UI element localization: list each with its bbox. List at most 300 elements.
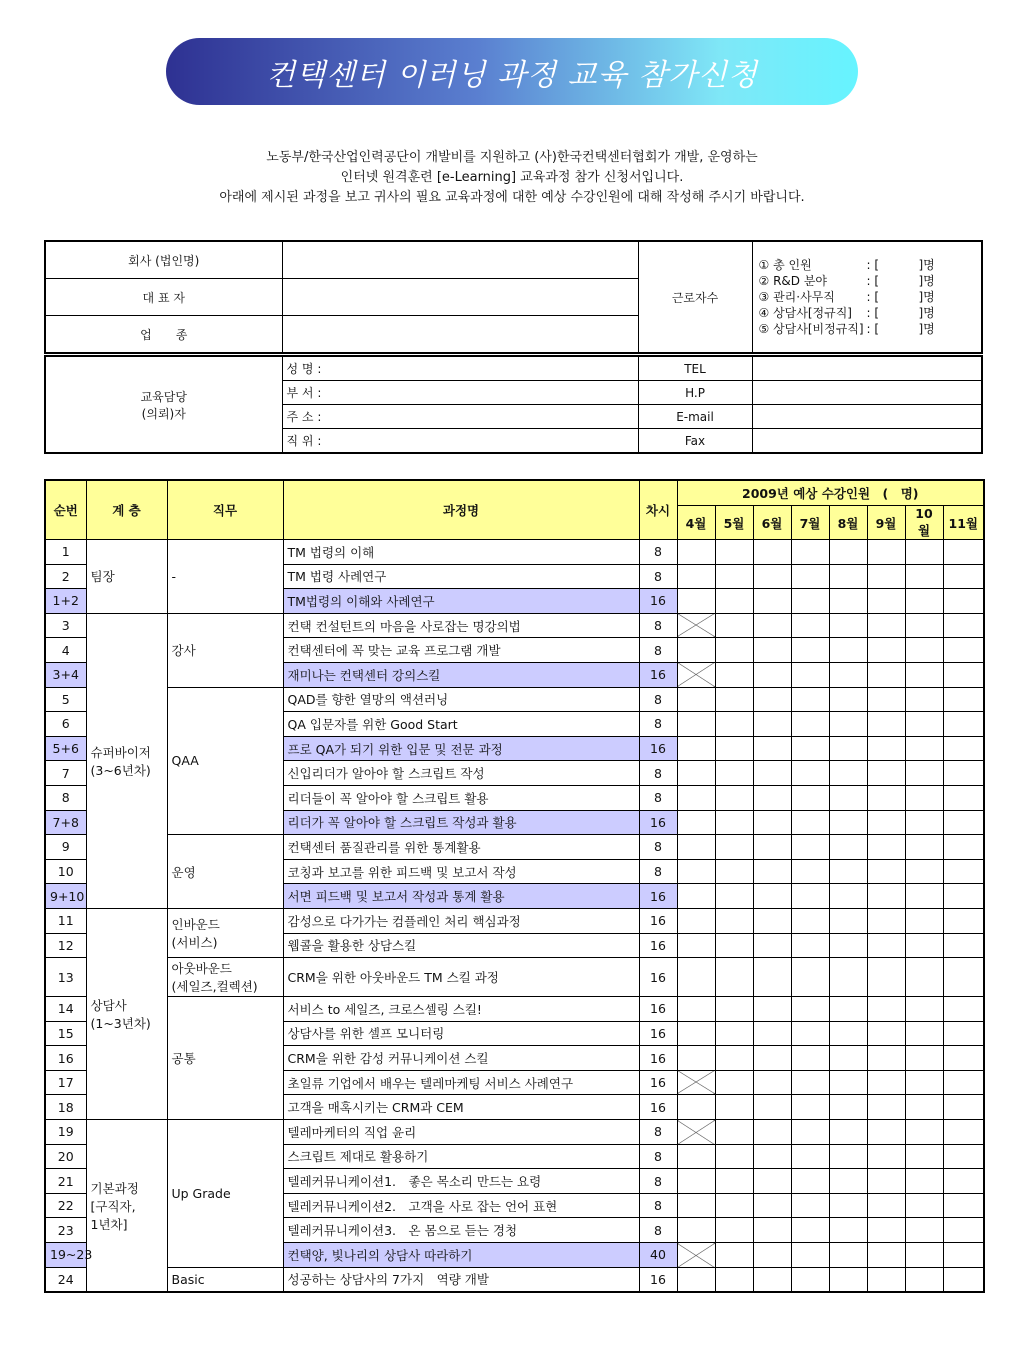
header-month: 6월: [753, 506, 791, 540]
forecast-cell[interactable]: [867, 564, 905, 589]
forecast-cell[interactable]: [943, 1243, 984, 1268]
page-title: 컨택센터 이러닝 과정 교육 참가신청: [266, 57, 758, 93]
forecast-cell[interactable]: [943, 613, 984, 638]
forecast-cell[interactable]: [943, 958, 984, 997]
forecast-cell[interactable]: [753, 997, 791, 1022]
forecast-cell[interactable]: [791, 540, 829, 565]
header-no: 순번: [45, 480, 86, 540]
forecast-cell[interactable]: [943, 785, 984, 810]
forecast-cell[interactable]: [791, 564, 829, 589]
workers-row-agent-temp[interactable]: ⑤ 상담사[비정규직] : [ ]명: [758, 322, 935, 336]
forecast-cell[interactable]: [905, 638, 943, 663]
forecast-cell[interactable]: [677, 564, 715, 589]
forecast-cell[interactable]: [829, 958, 867, 997]
forecast-cell[interactable]: [829, 1267, 867, 1292]
forecast-cell[interactable]: [791, 712, 829, 737]
forecast-cell[interactable]: [715, 1144, 753, 1169]
forecast-cell[interactable]: [905, 662, 943, 687]
forecast-cell[interactable]: [715, 712, 753, 737]
forecast-cell[interactable]: [867, 785, 905, 810]
forecast-cell[interactable]: [715, 1243, 753, 1268]
forecast-cell[interactable]: [943, 1070, 984, 1095]
forecast-cell[interactable]: [753, 1046, 791, 1071]
forecast-cell[interactable]: [753, 933, 791, 958]
forecast-cell[interactable]: [943, 540, 984, 565]
forecast-cell[interactable]: [753, 638, 791, 663]
forecast-cell[interactable]: [905, 908, 943, 933]
course-name: TM법령의 이해와 사례연구: [283, 589, 639, 614]
forecast-cell[interactable]: [943, 1046, 984, 1071]
forecast-cell[interactable]: [677, 810, 715, 835]
duty-cell: [167, 958, 283, 997]
forecast-cell[interactable]: [943, 908, 984, 933]
fax-field[interactable]: [752, 429, 982, 454]
forecast-cell[interactable]: [791, 958, 829, 997]
forecast-cell[interactable]: [791, 785, 829, 810]
forecast-cell[interactable]: [829, 835, 867, 860]
course-name: TM 법령 사례연구: [283, 564, 639, 589]
forecast-cell[interactable]: [791, 1193, 829, 1218]
forecast-cell[interactable]: [829, 933, 867, 958]
forecast-cell[interactable]: [905, 1120, 943, 1145]
name-field[interactable]: 성 명 :: [282, 356, 638, 381]
forecast-cell[interactable]: [791, 638, 829, 663]
course-name: 신입리더가 알아야 할 스크립트 작성: [283, 761, 639, 786]
forecast-cell[interactable]: [753, 785, 791, 810]
forecast-cell[interactable]: [753, 1193, 791, 1218]
tel-label: TEL: [638, 356, 752, 381]
header-course: 과정명: [283, 480, 639, 540]
forecast-cell[interactable]: [943, 687, 984, 712]
forecast-cell-crossed: [677, 1243, 715, 1268]
forecast-cell[interactable]: [905, 613, 943, 638]
forecast-cell[interactable]: [829, 1021, 867, 1046]
forecast-cell[interactable]: [829, 1169, 867, 1194]
row-number: 14: [45, 997, 86, 1022]
forecast-cell[interactable]: [677, 1046, 715, 1071]
forecast-cell[interactable]: [867, 1021, 905, 1046]
forecast-cell[interactable]: [715, 810, 753, 835]
forecast-cell[interactable]: [791, 1095, 829, 1120]
position-field[interactable]: 직 위 :: [282, 429, 638, 454]
forecast-cell[interactable]: [715, 1169, 753, 1194]
row-number: 23: [45, 1218, 86, 1243]
forecast-cell[interactable]: [677, 1144, 715, 1169]
forecast-cell[interactable]: [867, 1267, 905, 1292]
forecast-cell[interactable]: [867, 712, 905, 737]
forecast-cell[interactable]: [867, 1120, 905, 1145]
forecast-cell[interactable]: [677, 785, 715, 810]
fax-label: Fax: [638, 429, 752, 454]
forecast-cell[interactable]: [943, 564, 984, 589]
forecast-cell[interactable]: [791, 1070, 829, 1095]
forecast-cell[interactable]: [829, 1218, 867, 1243]
row-number: 3+4: [45, 662, 86, 687]
forecast-cell[interactable]: [829, 884, 867, 909]
forecast-cell[interactable]: [867, 540, 905, 565]
forecast-cell[interactable]: [791, 1021, 829, 1046]
course-hours: 16: [639, 736, 677, 761]
table-row: [45, 540, 984, 565]
forecast-cell[interactable]: [791, 1267, 829, 1292]
forecast-cell[interactable]: [791, 810, 829, 835]
forecast-cell[interactable]: [829, 785, 867, 810]
forecast-cell[interactable]: [867, 884, 905, 909]
forecast-cell[interactable]: [715, 933, 753, 958]
forecast-cell[interactable]: [867, 1169, 905, 1194]
forecast-cell[interactable]: [715, 1070, 753, 1095]
duty-cell: [167, 908, 283, 957]
forecast-cell[interactable]: [905, 933, 943, 958]
forecast-cell[interactable]: [829, 613, 867, 638]
forecast-cell[interactable]: [753, 1095, 791, 1120]
forecast-cell[interactable]: [753, 540, 791, 565]
forecast-cell[interactable]: [905, 1095, 943, 1120]
forecast-cell[interactable]: [677, 761, 715, 786]
level-label: 팀장: [90, 569, 115, 585]
forecast-cell[interactable]: [867, 1046, 905, 1071]
forecast-cell[interactable]: [829, 1046, 867, 1071]
forecast-cell[interactable]: [943, 1193, 984, 1218]
forecast-cell[interactable]: [715, 1021, 753, 1046]
forecast-cell[interactable]: [677, 589, 715, 614]
forecast-cell[interactable]: [867, 933, 905, 958]
forecast-cell[interactable]: [829, 908, 867, 933]
row-number: 1+2: [45, 589, 86, 614]
forecast-cell[interactable]: [867, 761, 905, 786]
forecast-cell[interactable]: [753, 1120, 791, 1145]
level-label: (1~3년차): [90, 1015, 151, 1031]
forecast-cell[interactable]: [715, 859, 753, 884]
forecast-cell[interactable]: [715, 687, 753, 712]
forecast-cell[interactable]: [829, 589, 867, 614]
forecast-cell[interactable]: [943, 712, 984, 737]
forecast-cell[interactable]: [677, 958, 715, 997]
forecast-cell[interactable]: [943, 997, 984, 1022]
forecast-cell[interactable]: [905, 589, 943, 614]
forecast-cell[interactable]: [867, 997, 905, 1022]
forecast-cell[interactable]: [677, 1021, 715, 1046]
forecast-cell[interactable]: [905, 761, 943, 786]
forecast-cell[interactable]: [715, 884, 753, 909]
forecast-cell[interactable]: [943, 810, 984, 835]
forecast-cell[interactable]: [867, 859, 905, 884]
level-label: 상담사: [90, 997, 127, 1013]
ceo-field[interactable]: [282, 279, 638, 316]
level-label: 슈퍼바이저: [90, 744, 151, 760]
forecast-cell[interactable]: [943, 1267, 984, 1292]
forecast-cell[interactable]: [905, 540, 943, 565]
forecast-cell[interactable]: [905, 1169, 943, 1194]
forecast-cell[interactable]: [829, 687, 867, 712]
forecast-cell[interactable]: [867, 1144, 905, 1169]
course-name: 텔레마케터의 직업 윤리: [283, 1120, 639, 1145]
forecast-cell[interactable]: [905, 564, 943, 589]
forecast-cell[interactable]: [753, 1144, 791, 1169]
dept-field[interactable]: 부 서 :: [282, 381, 638, 405]
forecast-cell[interactable]: [943, 736, 984, 761]
forecast-cell[interactable]: [867, 736, 905, 761]
forecast-cell[interactable]: [753, 884, 791, 909]
forecast-cell[interactable]: [867, 613, 905, 638]
forecast-cell[interactable]: [753, 835, 791, 860]
forecast-cell[interactable]: [715, 564, 753, 589]
course-hours: 16: [639, 662, 677, 687]
forecast-cell[interactable]: [867, 1095, 905, 1120]
forecast-cell[interactable]: [791, 589, 829, 614]
forecast-cell[interactable]: [905, 736, 943, 761]
forecast-cell[interactable]: [677, 1193, 715, 1218]
forecast-cell[interactable]: [905, 810, 943, 835]
forecast-cell[interactable]: [829, 859, 867, 884]
forecast-cell[interactable]: [753, 1169, 791, 1194]
forecast-cell[interactable]: [791, 613, 829, 638]
title-banner: [166, 38, 858, 105]
forecast-cell[interactable]: [715, 1095, 753, 1120]
course-name: 컨택센터 품질관리를 위한 통계활용: [283, 835, 639, 860]
forecast-cell[interactable]: [905, 1218, 943, 1243]
header-hours: 차시: [639, 480, 677, 540]
forecast-cell[interactable]: [715, 1267, 753, 1292]
forecast-cell[interactable]: [867, 1193, 905, 1218]
course-hours: 8: [639, 540, 677, 565]
forecast-cell[interactable]: [753, 761, 791, 786]
forecast-cell[interactable]: [829, 810, 867, 835]
forecast-cell[interactable]: [753, 589, 791, 614]
forecast-cell[interactable]: [867, 1243, 905, 1268]
forecast-cell[interactable]: [943, 1169, 984, 1194]
forecast-cell[interactable]: [943, 761, 984, 786]
forecast-cell[interactable]: [715, 908, 753, 933]
forecast-cell[interactable]: [753, 1267, 791, 1292]
forecast-cell[interactable]: [791, 1218, 829, 1243]
industry-field[interactable]: [282, 316, 638, 354]
forecast-cell[interactable]: [867, 589, 905, 614]
forecast-cell[interactable]: [753, 564, 791, 589]
forecast-cell[interactable]: [905, 1193, 943, 1218]
table-row: [45, 835, 984, 860]
forecast-cell[interactable]: [715, 1193, 753, 1218]
forecast-cell[interactable]: [677, 1169, 715, 1194]
forecast-cell[interactable]: [905, 1267, 943, 1292]
forecast-cell[interactable]: [943, 638, 984, 663]
forecast-cell[interactable]: [867, 687, 905, 712]
forecast-cell[interactable]: [753, 1021, 791, 1046]
forecast-cell[interactable]: [943, 1021, 984, 1046]
forecast-cell[interactable]: [905, 687, 943, 712]
row-number: 15: [45, 1021, 86, 1046]
course-hours: 8: [639, 712, 677, 737]
forecast-cell[interactable]: [791, 884, 829, 909]
table-row: [45, 687, 984, 712]
forecast-cell[interactable]: [867, 958, 905, 997]
forecast-cell[interactable]: [715, 997, 753, 1022]
forecast-cell[interactable]: [905, 997, 943, 1022]
forecast-cell[interactable]: [715, 1046, 753, 1071]
table-row: [45, 908, 984, 933]
forecast-cell[interactable]: [867, 810, 905, 835]
forecast-cell[interactable]: [715, 785, 753, 810]
forecast-cell[interactable]: [677, 687, 715, 712]
forecast-cell[interactable]: [867, 662, 905, 687]
forecast-cell[interactable]: [677, 1218, 715, 1243]
course-hours: 16: [639, 933, 677, 958]
workers-row-admin[interactable]: ③ 관리·사무직 : [ ]명: [758, 290, 935, 304]
forecast-cell[interactable]: [715, 958, 753, 997]
forecast-cell[interactable]: [905, 1144, 943, 1169]
forecast-cell[interactable]: [715, 1218, 753, 1243]
workers-row-agent-regular[interactable]: ④ 상담사[정규직] : [ ]명: [758, 306, 935, 320]
forecast-cell[interactable]: [791, 662, 829, 687]
duty-cell: [167, 540, 283, 614]
forecast-cell[interactable]: [753, 1243, 791, 1268]
forecast-cell[interactable]: [677, 933, 715, 958]
forecast-cell[interactable]: [753, 908, 791, 933]
course-hours: 16: [639, 1021, 677, 1046]
forecast-cell[interactable]: [943, 859, 984, 884]
forecast-cell[interactable]: [791, 1243, 829, 1268]
forecast-cell[interactable]: [829, 1193, 867, 1218]
forecast-cell[interactable]: [715, 589, 753, 614]
forecast-cell[interactable]: [905, 835, 943, 860]
row-number: 8: [45, 785, 86, 810]
forecast-cell[interactable]: [943, 1095, 984, 1120]
row-number: 4: [45, 638, 86, 663]
forecast-cell[interactable]: [753, 958, 791, 997]
forecast-cell[interactable]: [753, 712, 791, 737]
header-month: 8월: [829, 506, 867, 540]
row-number: 24: [45, 1267, 86, 1292]
forecast-cell[interactable]: [791, 736, 829, 761]
forecast-cell[interactable]: [677, 736, 715, 761]
course-name: 텔레커뮤니케이션1. 좋은 목소리 만드는 요령: [283, 1169, 639, 1194]
forecast-cell[interactable]: [715, 613, 753, 638]
forecast-cell[interactable]: [829, 997, 867, 1022]
header-month: 5월: [715, 506, 753, 540]
address-field[interactable]: 주 소 :: [282, 405, 638, 429]
forecast-cell[interactable]: [791, 1046, 829, 1071]
forecast-cell[interactable]: [829, 712, 867, 737]
email-field[interactable]: [752, 405, 982, 429]
forecast-cell[interactable]: [791, 687, 829, 712]
forecast-cell[interactable]: [905, 1070, 943, 1095]
forecast-cell[interactable]: [715, 638, 753, 663]
forecast-cell[interactable]: [867, 1218, 905, 1243]
forecast-cell[interactable]: [715, 761, 753, 786]
forecast-cell[interactable]: [905, 1021, 943, 1046]
forecast-cell[interactable]: [867, 908, 905, 933]
forecast-cell[interactable]: [905, 1243, 943, 1268]
forecast-cell[interactable]: [829, 662, 867, 687]
forecast-cell[interactable]: [867, 1070, 905, 1095]
forecast-cell[interactable]: [677, 712, 715, 737]
forecast-cell[interactable]: [829, 564, 867, 589]
forecast-cell[interactable]: [943, 835, 984, 860]
forecast-cell[interactable]: [829, 540, 867, 565]
workers-row-total[interactable]: ① 총 인원 : [ ]명: [758, 258, 935, 272]
forecast-cell[interactable]: [791, 835, 829, 860]
forecast-cell[interactable]: [791, 859, 829, 884]
forecast-cell[interactable]: [791, 908, 829, 933]
forecast-cell[interactable]: [829, 761, 867, 786]
forecast-cell[interactable]: [829, 1095, 867, 1120]
company-info-table: [44, 240, 983, 354]
forecast-cell[interactable]: [943, 1218, 984, 1243]
forecast-cell[interactable]: [791, 933, 829, 958]
forecast-cell[interactable]: [677, 540, 715, 565]
forecast-cell[interactable]: [753, 613, 791, 638]
forecast-cell[interactable]: [753, 859, 791, 884]
forecast-cell[interactable]: [715, 1120, 753, 1145]
forecast-cell[interactable]: [829, 1070, 867, 1095]
forecast-cell[interactable]: [943, 933, 984, 958]
forecast-cell[interactable]: [791, 997, 829, 1022]
forecast-cell[interactable]: [791, 1144, 829, 1169]
hp-field[interactable]: [752, 381, 982, 405]
forecast-cell[interactable]: [943, 1144, 984, 1169]
forecast-cell[interactable]: [677, 997, 715, 1022]
forecast-cell[interactable]: [715, 835, 753, 860]
forecast-cell[interactable]: [829, 736, 867, 761]
forecast-cell[interactable]: [677, 859, 715, 884]
forecast-cell[interactable]: [753, 736, 791, 761]
forecast-cell[interactable]: [715, 736, 753, 761]
forecast-cell[interactable]: [867, 638, 905, 663]
forecast-cell[interactable]: [753, 1070, 791, 1095]
forecast-cell[interactable]: [753, 662, 791, 687]
forecast-cell[interactable]: [677, 1267, 715, 1292]
forecast-cell[interactable]: [905, 712, 943, 737]
header-level: 계 층: [86, 480, 167, 540]
forecast-cell[interactable]: [905, 884, 943, 909]
forecast-cell[interactable]: [677, 1095, 715, 1120]
forecast-cell[interactable]: [753, 810, 791, 835]
forecast-cell[interactable]: [753, 687, 791, 712]
course-hours: 40: [639, 1243, 677, 1268]
forecast-cell[interactable]: [677, 835, 715, 860]
forecast-cell[interactable]: [943, 1120, 984, 1145]
tel-field[interactable]: [752, 356, 982, 381]
course-hours: 16: [639, 908, 677, 933]
forecast-cell[interactable]: [905, 958, 943, 997]
header-month: 10월: [905, 506, 943, 540]
forecast-cell[interactable]: [677, 638, 715, 663]
workers-row-rnd[interactable]: ② R&D 분야 : [ ]명: [758, 274, 935, 288]
workers-label: 근로자수: [638, 241, 752, 353]
forecast-cell[interactable]: [791, 761, 829, 786]
forecast-cell[interactable]: [677, 884, 715, 909]
forecast-cell[interactable]: [867, 835, 905, 860]
forecast-cell[interactable]: [677, 908, 715, 933]
forecast-cell[interactable]: [829, 1144, 867, 1169]
forecast-cell[interactable]: [829, 638, 867, 663]
forecast-cell[interactable]: [829, 1120, 867, 1145]
forecast-cell[interactable]: [943, 662, 984, 687]
course-hours: 16: [639, 1267, 677, 1292]
forecast-cell[interactable]: [753, 1218, 791, 1243]
forecast-cell[interactable]: [905, 785, 943, 810]
forecast-cell[interactable]: [829, 1243, 867, 1268]
company-field[interactable]: [282, 241, 638, 279]
forecast-cell[interactable]: [791, 1169, 829, 1194]
forecast-cell[interactable]: [715, 662, 753, 687]
forecast-cell[interactable]: [791, 1120, 829, 1145]
forecast-cell[interactable]: [943, 884, 984, 909]
forecast-cell[interactable]: [905, 1046, 943, 1071]
forecast-cell[interactable]: [715, 540, 753, 565]
forecast-cell[interactable]: [943, 589, 984, 614]
forecast-cell[interactable]: [905, 859, 943, 884]
